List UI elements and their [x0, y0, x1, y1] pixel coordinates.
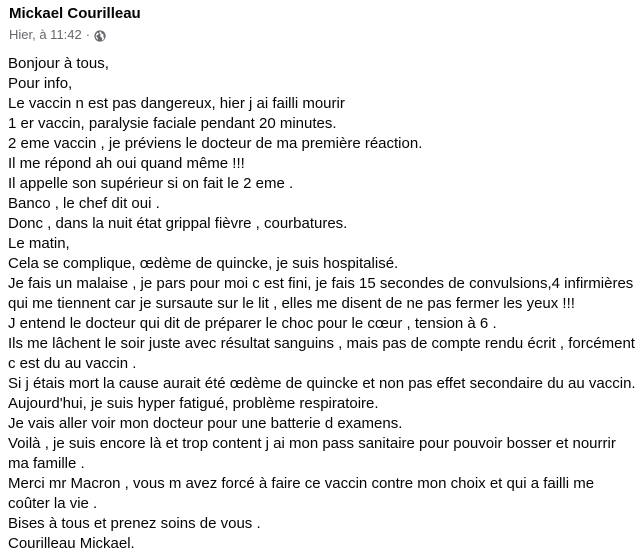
post-meta	[8, 26, 633, 44]
meta-separator: ·	[85, 27, 91, 42]
post-text-line: coûter la vie .	[8, 495, 98, 512]
post-text-line: 1 er vaccin, paralysie faciale pendant 20 minutes.	[8, 115, 337, 132]
post-text-line: Donc , dans la nuit état grippal fièvre , courbatures.	[8, 215, 348, 232]
post-text-line: Aujourd'hui, je suis hyper fatigué, problème respiratoire.	[8, 395, 379, 412]
post-text-line: Le vaccin n est pas dangereux, hier j ai failli mourir	[8, 95, 345, 112]
post-timestamp[interactable]: Hier, à 11:42	[9, 27, 82, 42]
post-text-line: ma famille .	[8, 455, 85, 472]
post-text-line: Voilà , je suis encore là et trop content j ai mon pass sanitaire pour pouvoir bosser et nourrir	[8, 435, 616, 452]
post-text-line: Banco , le chef dit oui .	[8, 195, 160, 212]
post-text-line: Merci mr Macron , vous m avez forcé à faire ce vaccin contre mon choix et qui a failli me	[8, 475, 595, 492]
post-text-line: Bises à tous et prenez soins de vous .	[8, 515, 261, 532]
post-text-line: qui me tiennent car je sursaute sur le lit , elles me disent de ne pas fermer les yeux !!!	[8, 295, 575, 312]
post-text-line: c est du au vaccin .	[8, 355, 137, 372]
post-author-name[interactable]: Mickael Courilleau	[9, 5, 141, 22]
post-text-line: Ils me lâchent le soir juste avec résultat sanguins , mais pas de compte rendu écrit , forcément	[8, 335, 635, 352]
globe-icon[interactable]	[94, 29, 106, 41]
post-text-line: J entend le docteur qui dit de préparer le choc pour le cœur , tension à 6 .	[8, 315, 497, 332]
post-text-line: Le matin,	[8, 235, 70, 252]
post-body-text	[8, 54, 636, 554]
post-text-line: Pour info,	[8, 75, 73, 92]
post-text-line: Cela se complique, œdème de quincke, je suis hospitalisé.	[8, 255, 399, 272]
post-text-line: Il me répond ah oui quand même !!!	[8, 155, 245, 172]
post-text-line: Je vais aller voir mon docteur pour une batterie d examens.	[8, 415, 403, 432]
post-text-line: Bonjour à tous,	[8, 55, 109, 72]
post-text-line: Si j étais mort la cause aurait été œdème de quincke et non pas effet secondaire du au vaccin.	[8, 375, 636, 392]
post-text-line: Je fais un malaise , je pars pour moi c est fini, je fais 15 secondes de convulsions,4 infirmières	[8, 275, 634, 292]
post-text-line: 2 eme vaccin , je préviens le docteur de ma première réaction.	[8, 135, 423, 152]
post-text-line: Il appelle son supérieur si on fait le 2 eme .	[8, 175, 294, 192]
post-text-line: Courilleau Mickael.	[8, 535, 135, 552]
